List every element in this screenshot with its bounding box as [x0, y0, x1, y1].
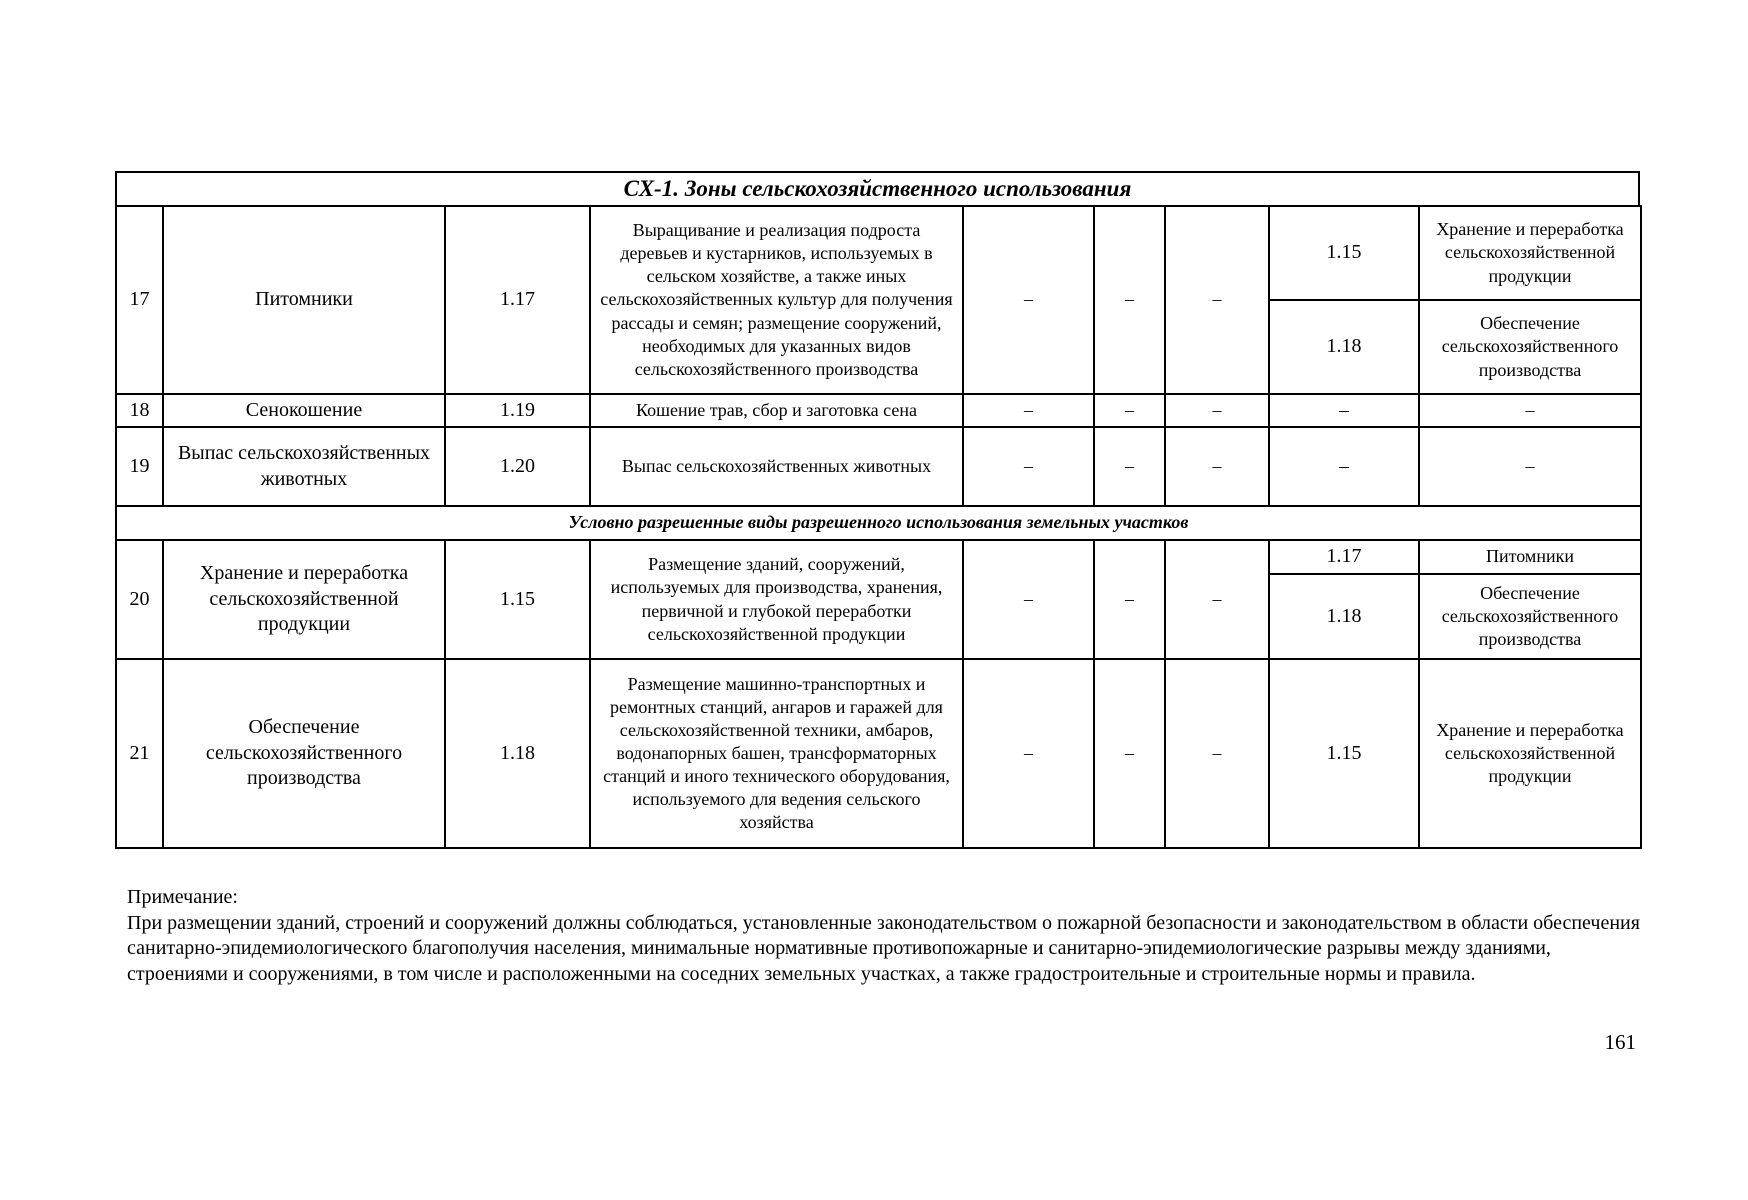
- cell-dash: –: [963, 427, 1094, 506]
- cell-dash: –: [1094, 394, 1165, 427]
- related-code: –: [1269, 427, 1419, 506]
- related-code: 1.15: [1269, 659, 1419, 848]
- cell-dash: –: [963, 394, 1094, 427]
- table-row: [116, 540, 1641, 574]
- use-code: 1.17: [445, 206, 590, 394]
- use-description: Размещение зданий, сооружений, используемых для производства, хранения, первичной и глубокой переработки сельскохозяйственной продукции: [590, 540, 963, 659]
- related-code: 1.18: [1269, 574, 1419, 659]
- related-name: Питомники: [1419, 540, 1641, 574]
- related-name: Обеспечение сельскохозяйственного производства: [1419, 574, 1641, 659]
- use-code: 1.20: [445, 427, 590, 506]
- related-name: Хранение и переработка сельскохозяйственной продукции: [1419, 206, 1641, 300]
- related-name: Хранение и переработка сельскохозяйственной продукции: [1419, 659, 1641, 848]
- row-number: 18: [116, 394, 163, 427]
- row-number: 20: [116, 540, 163, 659]
- use-description: Кошение трав, сбор и заготовка сена: [590, 394, 963, 427]
- table-row: [116, 394, 1641, 427]
- cell-dash: –: [1165, 394, 1269, 427]
- cell-dash: –: [1165, 540, 1269, 659]
- cell-dash: –: [963, 206, 1094, 394]
- use-code: 1.18: [445, 659, 590, 848]
- row-number: 17: [116, 206, 163, 394]
- related-name: –: [1419, 394, 1641, 427]
- section-title: Условно разрешенные виды разрешенного использования земельных участков: [116, 506, 1641, 540]
- use-description: Выпас сельскохозяйственных животных: [590, 427, 963, 506]
- cell-dash: –: [1165, 206, 1269, 394]
- use-name: Сенокошение: [163, 394, 445, 427]
- row-number: 19: [116, 427, 163, 506]
- cell-dash: –: [1094, 540, 1165, 659]
- table-row: [116, 427, 1641, 506]
- use-name: Выпас сельскохозяйственных животных: [163, 427, 445, 506]
- use-name: Питомники: [163, 206, 445, 394]
- related-name: Обеспечение сельскохозяйственного производства: [1419, 300, 1641, 394]
- cell-dash: –: [1094, 659, 1165, 848]
- cell-dash: –: [1165, 427, 1269, 506]
- cell-dash: –: [963, 540, 1094, 659]
- table-title: СХ-1. Зоны сельскохозяйственного использования: [115, 171, 1640, 207]
- cell-dash: –: [1094, 427, 1165, 506]
- use-description: Выращивание и реализация подроста деревьев и кустарников, используемых в сельском хозяйстве, а также иных сельскохозяйственных культур для получения рассады и семян; размещение сооружений, необходимых для указанных видов сельскохозяйственного производства: [590, 206, 963, 394]
- related-code: 1.15: [1269, 206, 1419, 300]
- cell-dash: –: [1094, 206, 1165, 394]
- related-code: 1.17: [1269, 540, 1419, 574]
- use-code: 1.19: [445, 394, 590, 427]
- table-row: [116, 659, 1641, 848]
- cell-dash: –: [963, 659, 1094, 848]
- row-number: 21: [116, 659, 163, 848]
- section-header-row: [116, 506, 1641, 540]
- related-code: 1.18: [1269, 300, 1419, 394]
- use-name: Хранение и переработка сельскохозяйственной продукции: [163, 540, 445, 659]
- related-code: –: [1269, 394, 1419, 427]
- note-heading: Примечание:: [127, 886, 238, 908]
- use-code: 1.15: [445, 540, 590, 659]
- note-text: При размещении зданий, строений и сооружений должны соблюдаться, установленные законодательством о пожарной безопасности и законодательством в области обеспечения санитарно-эпидемиологического благополучия населения, минимальные нормативные противопожарные и санитарно-эпидемиологические разрывы между зданиями, строениями и сооружениями, в том числе и расположенными на соседних земельных участках, а также градостроительные и строительные нормы и правила.: [127, 911, 1640, 985]
- table-row: [116, 206, 1641, 300]
- use-name: Обеспечение сельскохозяйственного производства: [163, 659, 445, 848]
- note-block: [127, 885, 1647, 987]
- land-use-table: [115, 205, 1642, 849]
- cell-dash: –: [1165, 659, 1269, 848]
- use-description: Размещение машинно-транспортных и ремонтных станций, ангаров и гаражей для сельскохозяйственной техники, амбаров, водонапорных башен, трансформаторных станций и иного технического оборудования, используемого для ведения сельского хозяйства: [590, 659, 963, 848]
- page-number: 161: [1604, 1030, 1636, 1054]
- related-name: –: [1419, 427, 1641, 506]
